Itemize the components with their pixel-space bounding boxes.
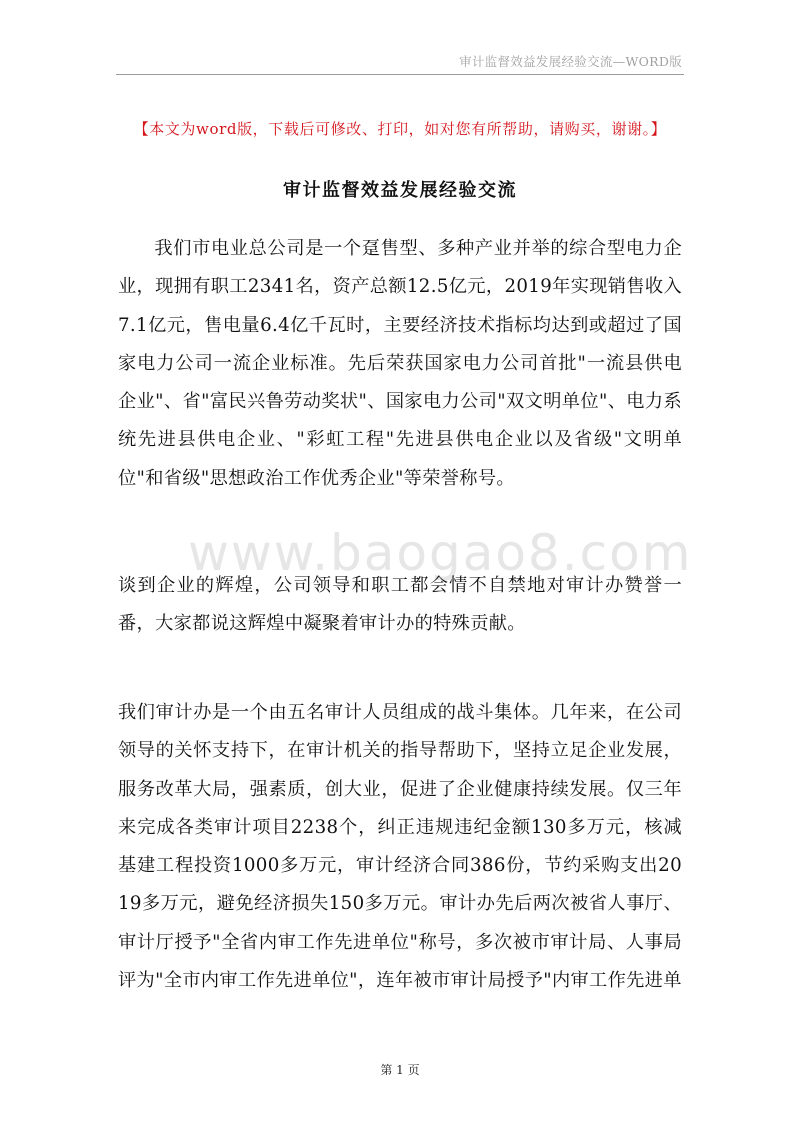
document-title: 审计监督效益发展经验交流 xyxy=(283,180,517,201)
page-number: 第 1 页 xyxy=(380,1063,420,1077)
paragraph-2: 谈到企业的辉煌，公司领导和职工都会情不自禁地对审计办赞誉一番，大家都说这辉煌中凝聚着审计办的特殊贡献。 xyxy=(118,575,682,635)
watermark: www.baogao8.com xyxy=(188,524,693,582)
download-notice: 【本文为word版，下载后可修改、打印，如对您有所帮助，请购买，谢谢。】 xyxy=(133,120,667,138)
paragraph-3: 我们审计办是一个由五名审计人员组成的战斗集体。几年来，在公司领导的关怀支持下，在审计机关的指导帮助下，坚持立足企业发展，服务改革大局，强素质，创大业，促进了企业健康持续发展。仅三年来完成各类审计项目2238个，纠正违规违纪金额130多万元，核减基建工程投资1000多万元，审计经济合同386份，节约采购支出2019多万元，避免经济损失150多万元。审计办先后两次被省人事厅、审计厅授予"全省内审工作先进单位"称号，多次被市审计局、人事局评为"全市内审工作先进单位"，连年被市审计局授予"内审工作先进单 xyxy=(118,702,682,992)
paragraph-1: 我们市电业总公司是一个趸售型、多种产业并举的综合型电力企业，现拥有职工2341名，资产总额12.5亿元，2019年实现销售收入7.1亿元，售电量6.4亿千瓦时，主要经济技术指标均达到或超过了国家电力公司一流企业标准。先后荣获国家电力公司首批"一流县供电企业"、省"富民兴鲁劳动奖状"、国家电力公司"双文明单位"、电力系统先进县供电企业、"彩虹工程"先进县供电企业以及省级"文明单位"和省级"思想政治工作优秀企业"等荣誉称号。 xyxy=(118,238,682,489)
header-rule xyxy=(116,74,684,75)
running-header: 审计监督效益发展经验交流—WORD版 xyxy=(459,54,682,69)
